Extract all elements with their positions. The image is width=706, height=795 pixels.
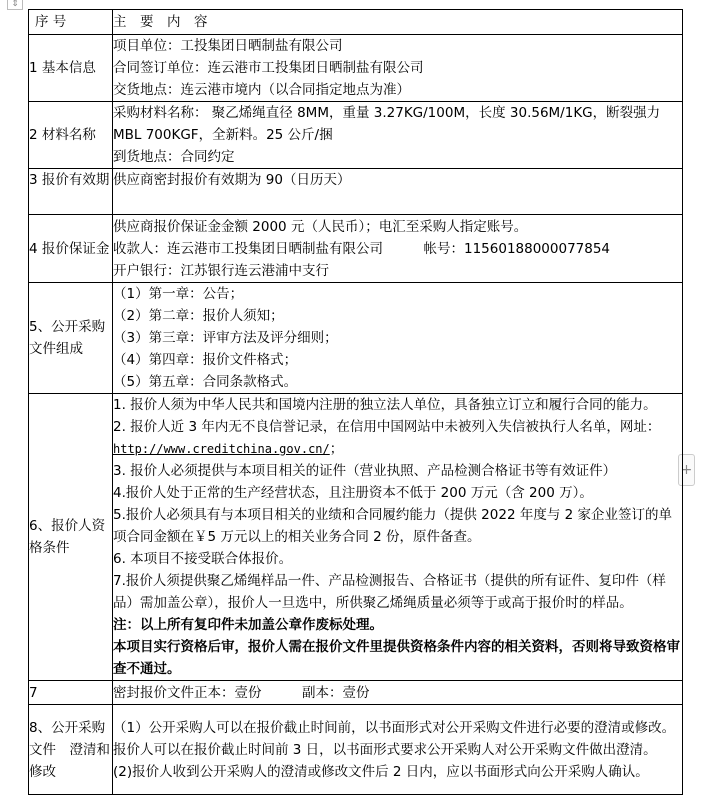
table-row (29, 681, 683, 705)
note-line: 本项目实行资格后审，报价人需在报价文件里提供资格条件内容的相关资料，否则将导致资格审查不通过。 (113, 639, 680, 677)
row-content (113, 35, 683, 102)
row-content (113, 215, 683, 283)
table-row (29, 705, 683, 795)
creditchina-link[interactable]: http://www.creditchina.gov.cn/ (113, 442, 330, 456)
table-row (29, 283, 683, 394)
row-content (113, 283, 683, 394)
row-label: 3 报价有效期 (29, 169, 113, 215)
content-line: 6. 本项目不接受联合体报价。 (113, 551, 293, 567)
content-line: （2）第二章：报价人须知； (113, 308, 284, 324)
procurement-table (28, 9, 683, 795)
content-line: （4）第四章：报价文件格式； (113, 352, 298, 368)
row-label: 4 报价保证金 (29, 215, 113, 283)
note-line: 注：以上所有复印件未加盖公章作废标处理。 (113, 617, 383, 633)
content-line: （1）第一章：公告； (113, 286, 244, 302)
content-line: 供应商报价保证金金额 2000 元（人民币）；电汇至采购人指定账号。 (113, 218, 528, 235)
content-line: 2. 报价人近 3 年内无不良信誉记录，在信用中国网站中未被列入失信被执行人名单，网址： (113, 419, 661, 435)
header-seq: 序 号 (29, 10, 113, 35)
table-row (29, 215, 683, 283)
content-line: 密封报价文件正本：壹份 副本：壹份 (113, 684, 370, 701)
link-line (113, 438, 682, 460)
add-row-button[interactable]: + (678, 454, 695, 486)
table-row (29, 394, 683, 681)
row-label: 1 基本信息 (29, 35, 113, 102)
content-line: （1）公开采购人可以在报价截止时间前，以书面形式对公开采购文件进行必要的澄清或修改。报价人可以在报价截止时间前 3 日，以书面形式要求公开采购人对公开采购文件做出澄清。 (113, 719, 676, 758)
content-line: 收款人：连云港市工投集团日晒制盐有限公司 帐号：11560188000077854 (113, 240, 611, 257)
content-line: （5）第五章：合同条款格式。 (113, 374, 298, 390)
row-label: 8、公开采购文件 澄清和修改 (29, 705, 113, 795)
row-label: 6、报价人资格条件 (29, 394, 113, 681)
content-line: 合同签订单位：连云港市工投集团日晒制盐有限公司 (113, 60, 424, 76)
content-line: （3）第三章：评审方法及评分细则； (113, 330, 338, 346)
row-content (113, 394, 683, 681)
row-label: 2 材料名称 (29, 102, 113, 169)
content-line: 供应商密封报价有效期为 90（日历天） (113, 172, 351, 188)
table-row (29, 169, 683, 215)
table-move-handle-icon[interactable]: ⇕ (7, 0, 23, 10)
row-label: 5、公开采购文件组成 (29, 283, 113, 394)
row-content (113, 681, 683, 705)
content-line: 5.报价人必须具有与本项目相关的业绩和合同履约能力（提供 2022 年度与 2 家企业签订的单项合同金额在￥5 万元以上的相关业务合同 2 份，原件备查。 (113, 507, 672, 545)
row-label: 7 (29, 681, 113, 705)
content-line: 交货地点：连云港市境内（以合同指定地点为准） (113, 82, 410, 98)
table-header-row (29, 10, 683, 35)
row-content (113, 705, 683, 795)
row-content (113, 102, 683, 169)
content-line: 到货地点：合同约定 (113, 149, 235, 165)
content-line: 采购材料名称： 聚乙烯绳直径 8MM，重量 3.27KG/100M，长度 30.56M/1KG，断裂强力MBL 700KGF，全新料。25 公斤/捆 (113, 105, 661, 143)
content-line: 7.报价人须提供聚乙烯绳样品一件、产品检测报告、合格证书（提供的所有证件、复印件（样品）需加盖公章），报价人一旦选中，所供聚乙烯绳质量必须等于或高于报价时的样品。 (113, 573, 666, 611)
content-line: 4.报价人处于正常的生产经营状态，且注册资本不低于 200 万元（含 200 万）。 (113, 485, 593, 501)
row-content (113, 169, 683, 215)
header-content: 主 要 内 容 (113, 10, 683, 35)
content-line: 项目单位：工投集团日晒制盐有限公司 (113, 38, 343, 54)
link-suffix: ； (329, 441, 344, 457)
table-row (29, 35, 683, 102)
table-row (29, 102, 683, 169)
content-line: (2)报价人收到公开采购人的澄清或修改文件后 2 日内，应以书面形式向公开采购人确认。 (113, 763, 649, 780)
content-line: 开户银行：江苏银行连云港浦中支行 (113, 262, 329, 279)
content-line: 3. 报价人必须提供与本项目相关的证件（营业执照、产品检测合格证书等有效证件） (113, 463, 617, 479)
content-line: 1. 报价人须为中华人民共和国境内注册的独立法人单位，具备独立订立和履行合同的能力。 (113, 397, 657, 413)
